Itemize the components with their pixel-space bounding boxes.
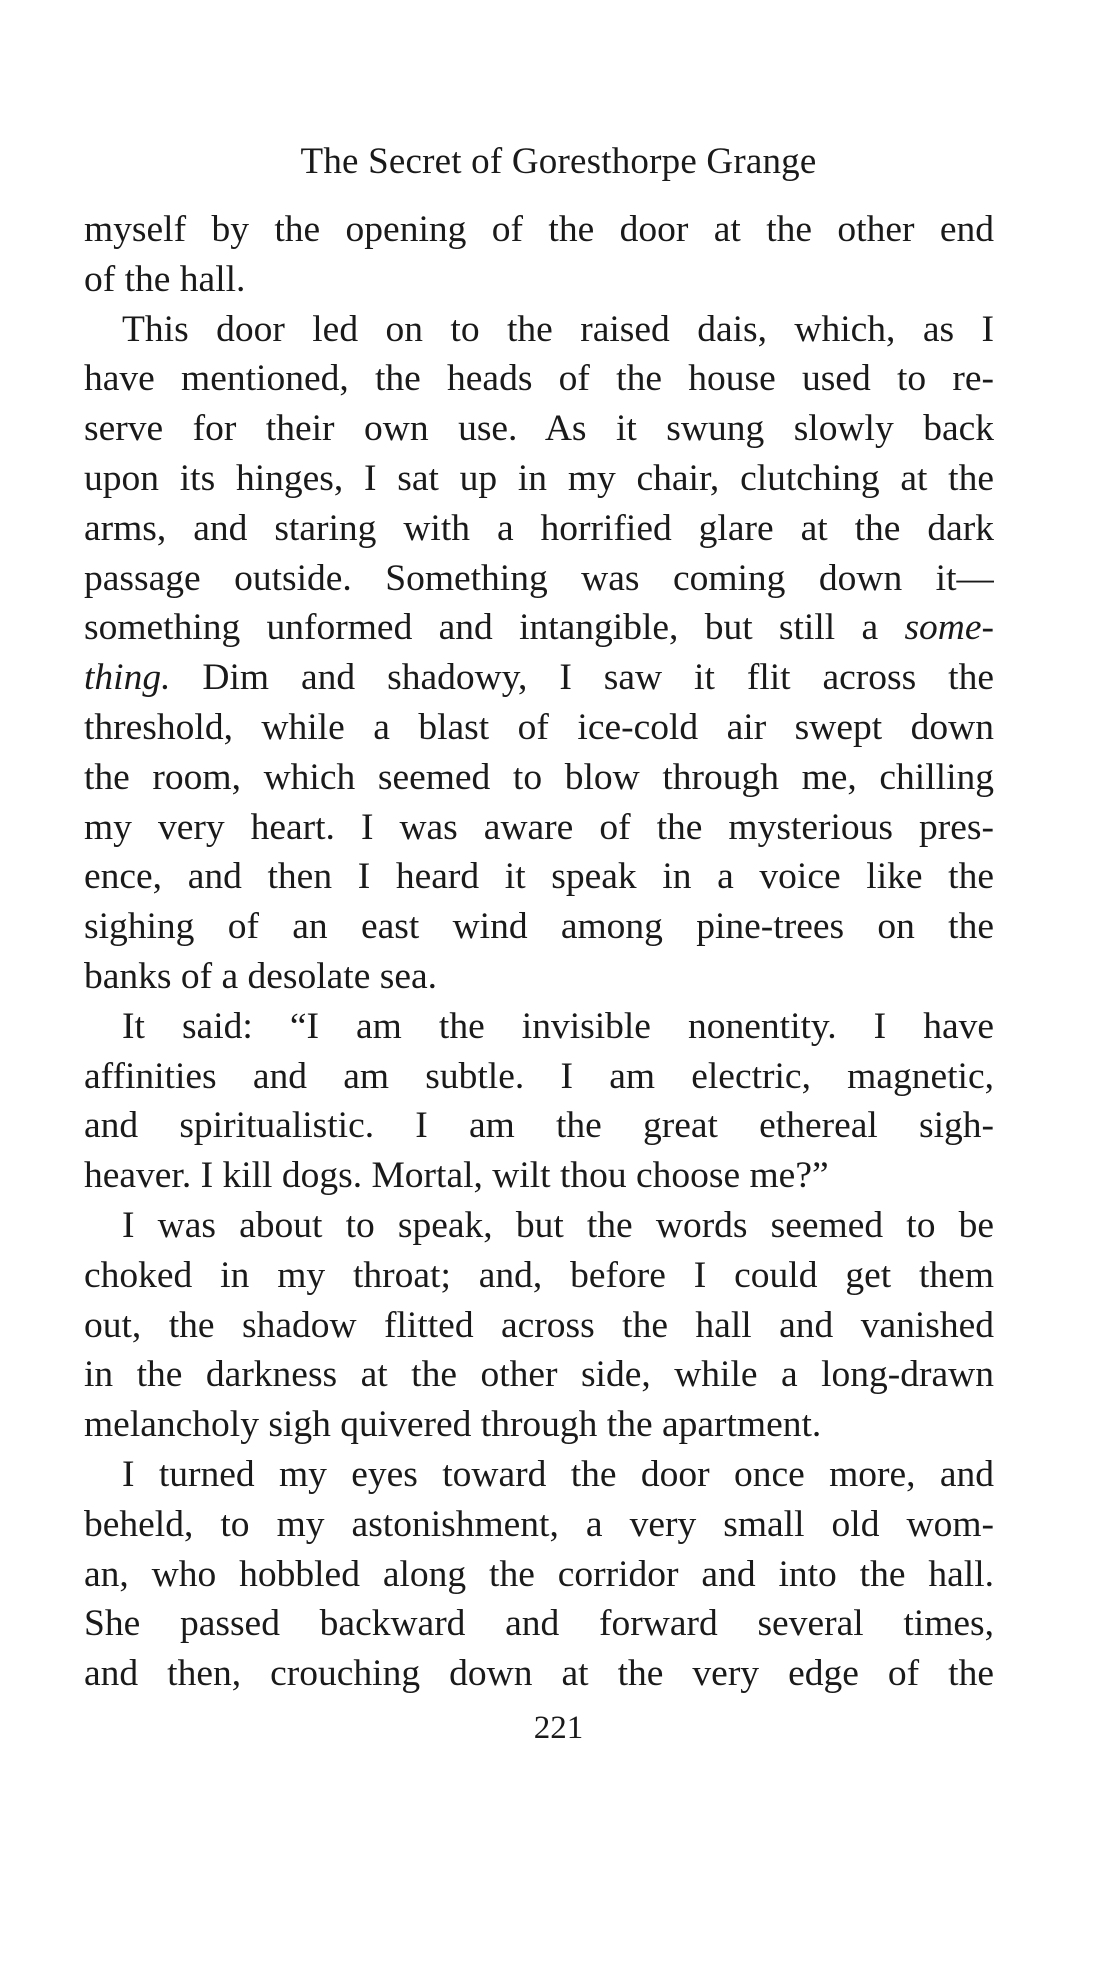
text-line: affinities and am subtle. I am electric, magnetic, (84, 1055, 994, 1097)
text-line: of the hall. (84, 258, 246, 300)
text-line: beheld, to my astonishment, a very small old wom- (84, 1503, 994, 1545)
text-line: This door led on to the raised dais, which, as I (122, 308, 994, 350)
text-run: something unformed and intangible, but still a (84, 607, 879, 649)
text-line: ence, and then I heard it speak in a voice like the (84, 856, 994, 898)
body-text (84, 205, 994, 1699)
text-line: an, who hobbled along the corridor and into the hall. (84, 1553, 994, 1595)
italic-text: thing. (84, 657, 171, 699)
text-run: Dim and shadowy, I saw it flit across the (202, 657, 994, 699)
page-number: 221 (533, 1710, 584, 1746)
text-line: arms, and staring with a horrified glare at the dark (84, 507, 994, 549)
text-line: the room, which seemed to blow through me, chilling (84, 756, 994, 798)
text-line: passage outside. Something was coming down it— (84, 557, 994, 599)
text-line: in the darkness at the other side, while a long-drawn (84, 1354, 994, 1396)
text-line: She passed backward and forward several times, (84, 1603, 994, 1645)
text-line: myself by the opening of the door at the other end (84, 209, 994, 250)
text-line: I was about to speak, but the words seemed to be (122, 1204, 994, 1246)
running-head: The Secret of Goresthorpe Grange (300, 141, 817, 182)
text-line: choked in my throat; and, before I could get them (84, 1254, 994, 1296)
text-line: It said: “I am the invisible nonentity. I have (122, 1005, 994, 1047)
text-line: banks of a desolate sea. (84, 955, 437, 997)
text-line (84, 653, 994, 703)
text-line (84, 603, 994, 653)
text-line: have mentioned, the heads of the house used to re- (84, 358, 994, 400)
text-line: melancholy sigh quivered through the apartment. (84, 1404, 822, 1446)
italic-text: some- (904, 607, 994, 649)
text-line: upon its hinges, I sat up in my chair, clutching at the (84, 457, 994, 499)
text-line: and spiritualistic. I am the great ethereal sigh- (84, 1105, 994, 1147)
text-line: serve for their own use. As it swung slowly back (84, 408, 994, 450)
text-line: heaver. I kill dogs. Mortal, wilt thou choose me?” (84, 1155, 829, 1197)
text-line: sighing of an east wind among pine-trees on the (84, 906, 994, 948)
text-line: my very heart. I was aware of the mysterious pres- (84, 806, 994, 848)
text-line: I turned my eyes toward the door once more, and (122, 1453, 994, 1495)
text-line: threshold, while a blast of ice-cold air swept down (84, 706, 994, 748)
text-line: out, the shadow flitted across the hall and vanished (84, 1304, 994, 1346)
text-line: and then, crouching down at the very edge of the (84, 1653, 994, 1695)
